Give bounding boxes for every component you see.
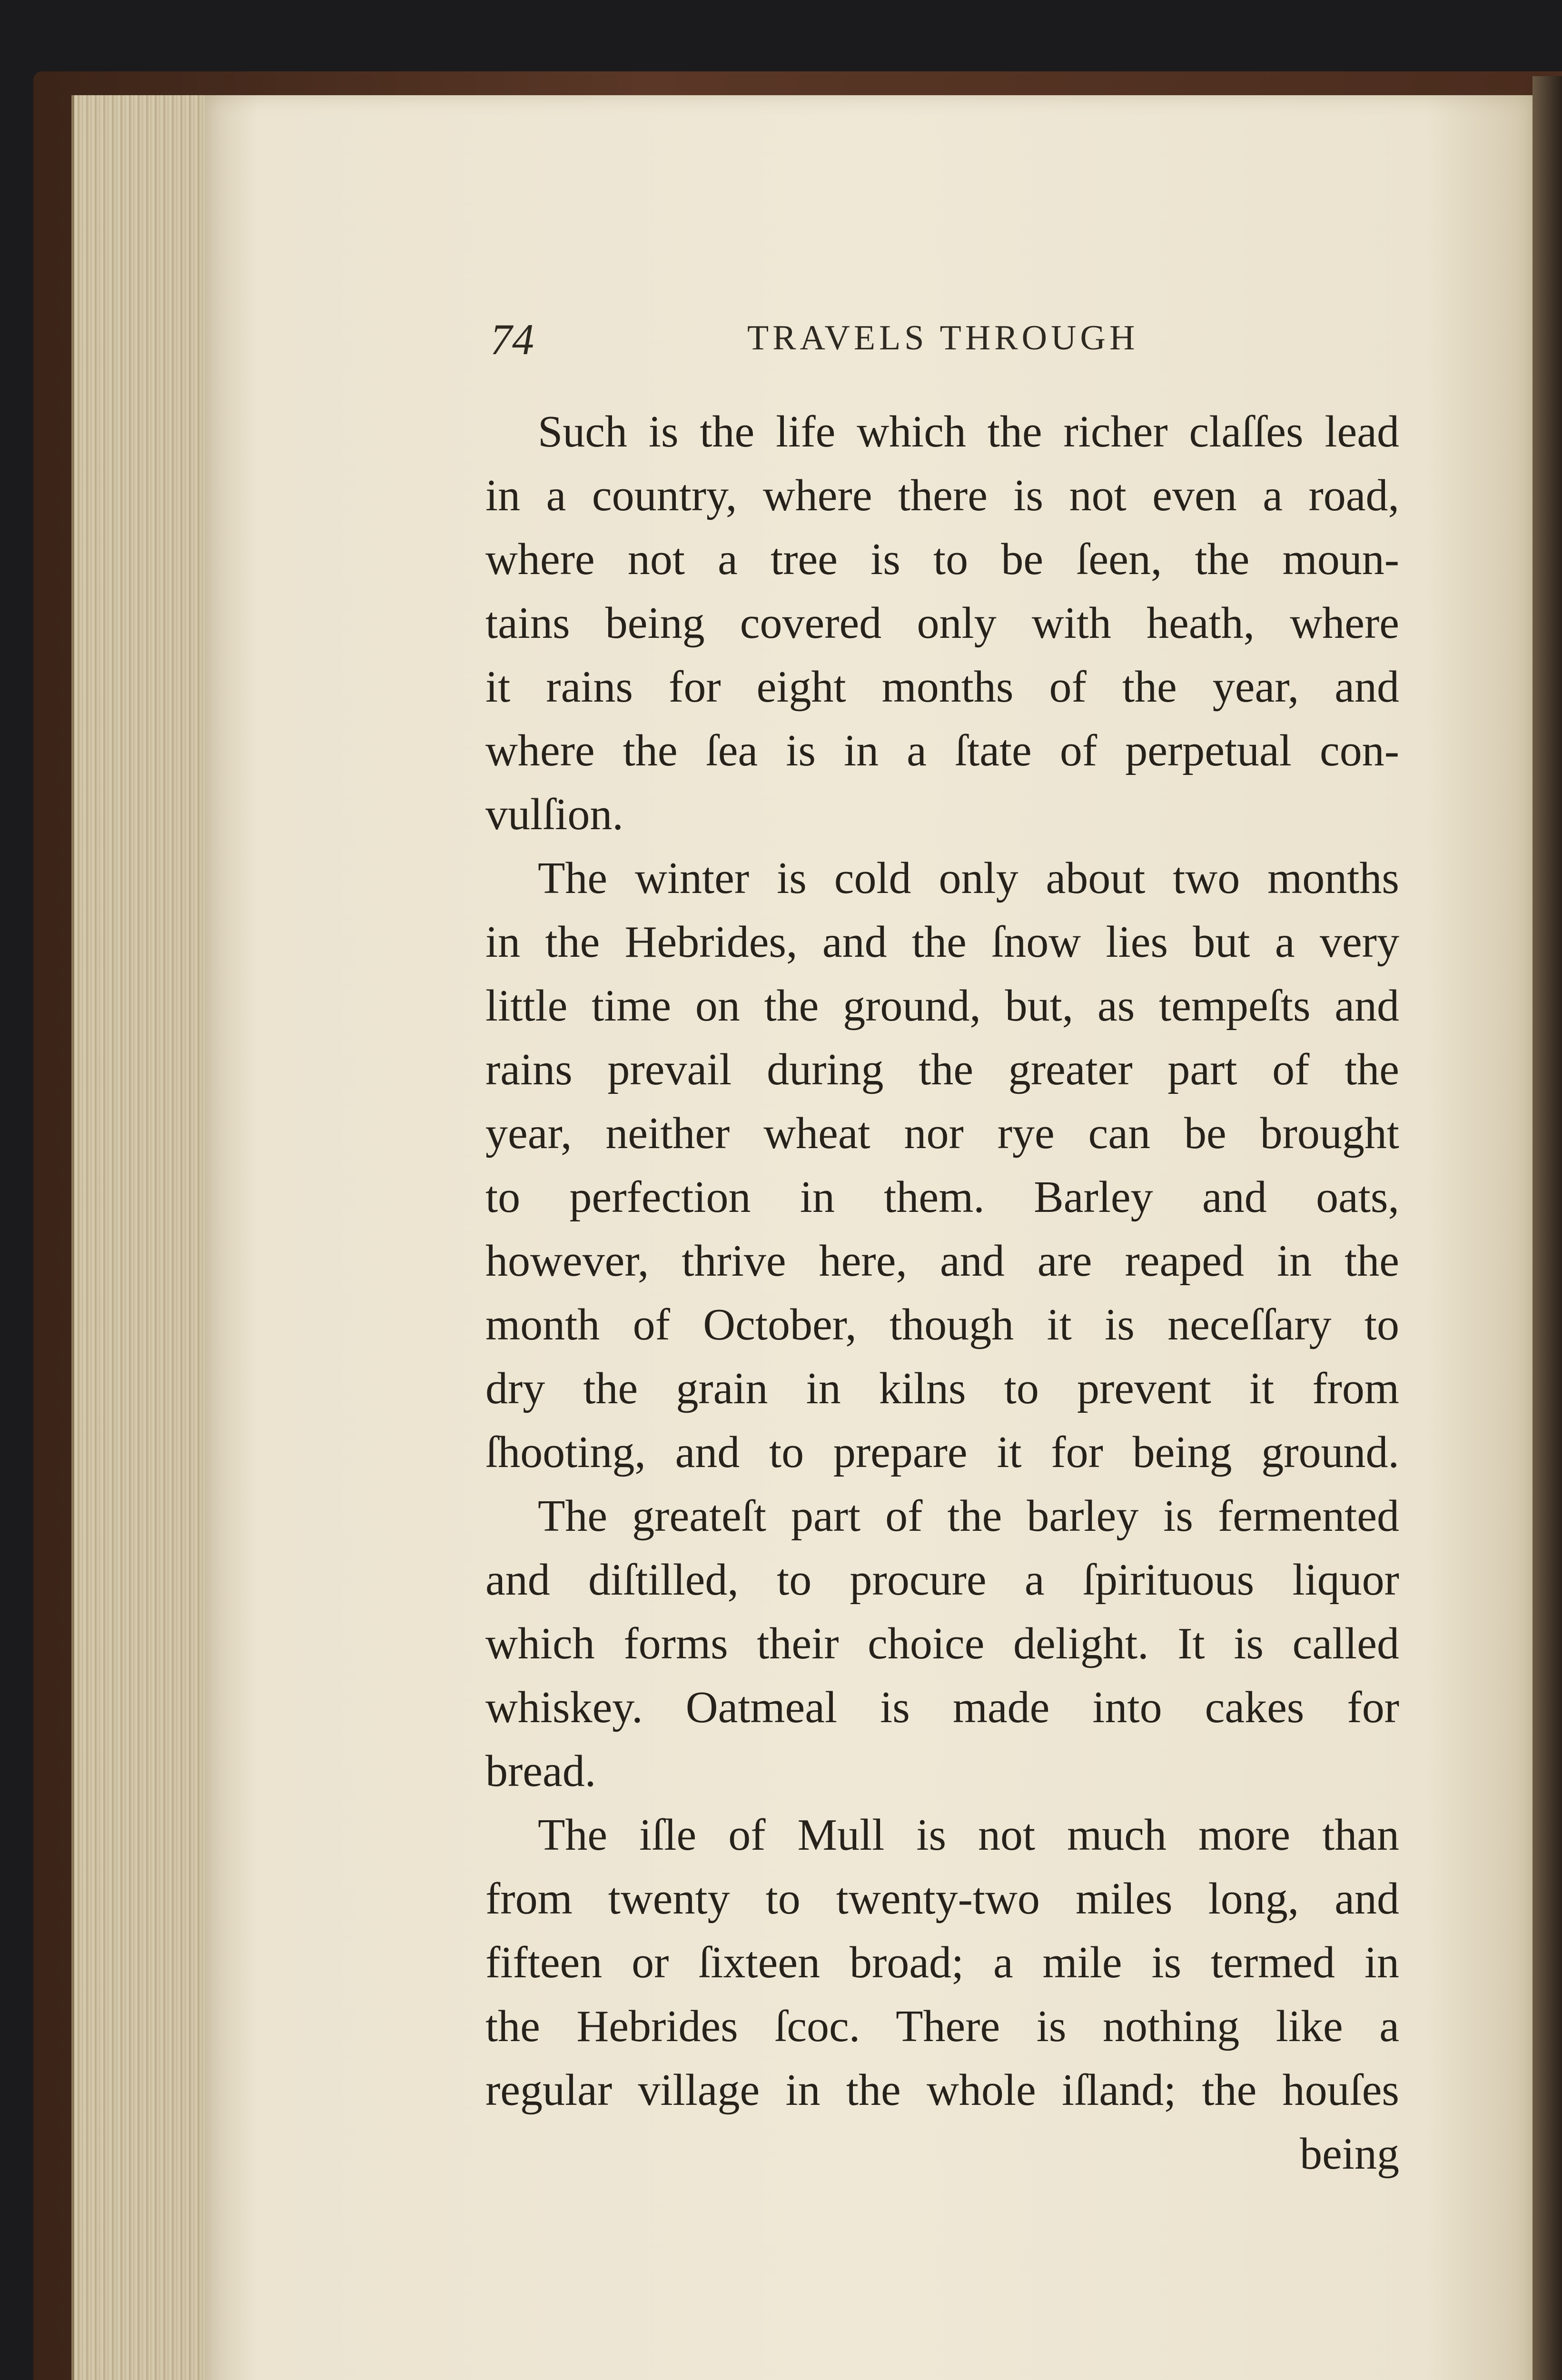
- text-line: and diſtilled, to procure a ſpirituous liquor: [485, 1555, 1399, 1605]
- text-line: The greateſt part of the barley is fermented: [538, 1491, 1399, 1541]
- text-line: in the Hebrides, and the ſnow lies but a very: [485, 917, 1399, 967]
- text-line: tains being covered only with heath, where: [485, 598, 1399, 648]
- text-line: which forms their choice delight. It is called: [485, 1619, 1399, 1668]
- text-line: little time on the ground, but, as tempeſts and: [485, 981, 1399, 1031]
- page-number: 74: [490, 315, 534, 364]
- text-line: in a country, where there is not even a road,: [485, 471, 1399, 520]
- text-line: fifteen or ſixteen broad; a mile is termed in: [485, 1938, 1399, 1987]
- text-line: The iſle of Mull is not much more than: [538, 1810, 1399, 1860]
- text-line: regular village in the whole iſland; the houſes: [485, 2065, 1399, 2115]
- text-line: where not a tree is to be ſeen, the moun-: [485, 535, 1399, 584]
- text-line: the Hebrides ſcoc. There is nothing like a: [485, 2002, 1399, 2051]
- text-line: dry the grain in kilns to prevent it from: [485, 1364, 1399, 1413]
- catchword: being: [1300, 2129, 1399, 2179]
- text-line: bread.: [485, 1746, 596, 1796]
- text-line: year, neither wheat nor rye can be brought: [485, 1109, 1399, 1158]
- book-gutter: [1532, 76, 1562, 2380]
- body-text: [485, 400, 1399, 2186]
- text-line: where the ſea is in a ſtate of perpetual con-: [485, 726, 1399, 775]
- text-line: rains prevail during the greater part of the: [485, 1045, 1399, 1094]
- running-title: TRAVELS THROUGH: [747, 318, 1139, 357]
- text-line: ſhooting, and to prepare it for being ground.: [485, 1428, 1399, 1477]
- text-line: it rains for eight months of the year, and: [485, 662, 1399, 712]
- text-line: month of October, though it is neceſſary to: [485, 1300, 1399, 1349]
- text-line: The winter is cold only about two months: [538, 853, 1399, 903]
- text-line: to perfection in them. Barley and oats,: [485, 1172, 1399, 1222]
- text-line: vulſion.: [485, 790, 623, 839]
- text-line: however, thrive here, and are reaped in the: [485, 1236, 1399, 1286]
- running-head: [490, 314, 1394, 371]
- text-line: Such is the life which the richer claſſes lead: [538, 407, 1399, 456]
- text-line: from twenty to twenty-two miles long, and: [485, 1874, 1399, 1924]
- text-line: whiskey. Oatmeal is made into cakes for: [485, 1683, 1399, 1732]
